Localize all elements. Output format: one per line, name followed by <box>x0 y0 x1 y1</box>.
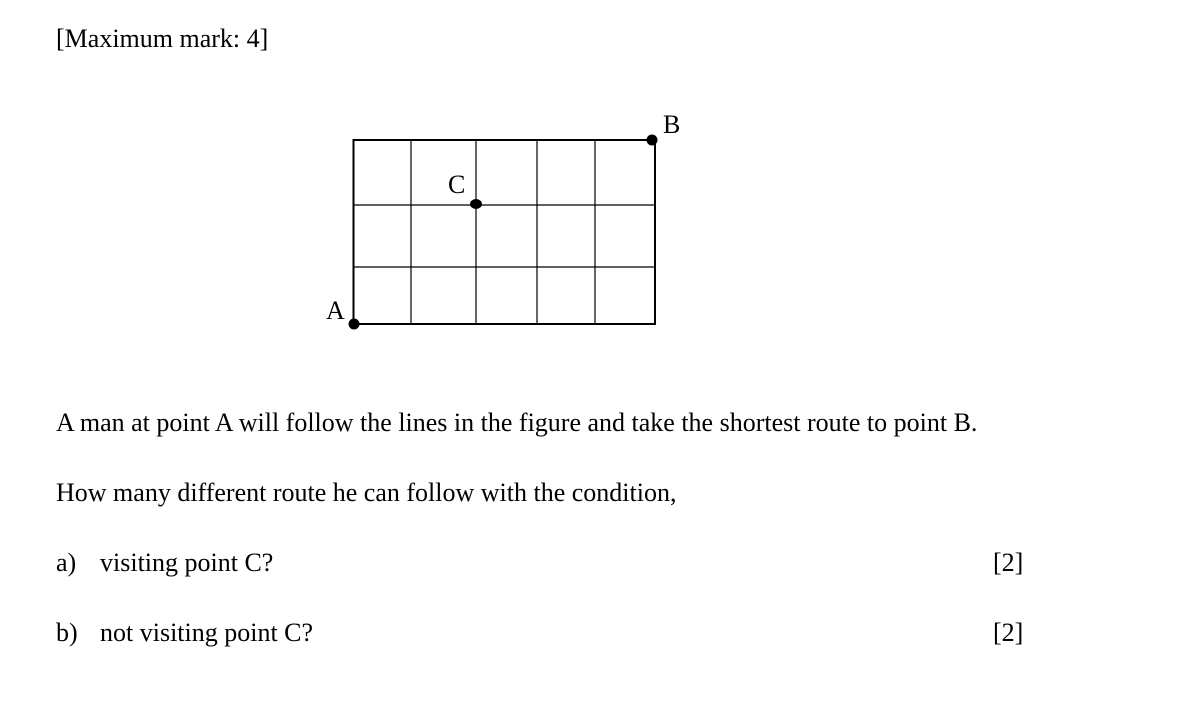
question-b-label: b) <box>56 618 78 647</box>
point-b-dot <box>647 135 658 146</box>
grid-inner-lines <box>353 140 655 324</box>
point-a-dot <box>349 319 360 330</box>
point-a-label: A <box>326 296 345 325</box>
question-b-text: not visiting point C? <box>100 618 314 647</box>
question-a-label: a) <box>56 548 77 577</box>
point-c-label: C <box>448 170 466 199</box>
question-b-marks: [2] <box>993 618 1024 647</box>
question-prompt: How many different route he can follow with the condition, <box>56 478 677 507</box>
point-b-label: B <box>663 110 681 139</box>
problem-statement: A man at point A will follow the lines in the figure and take the shortest route to point B. <box>56 408 978 437</box>
max-mark-header: [Maximum mark: 4] <box>56 24 269 53</box>
point-c-dot <box>470 199 482 209</box>
question-a-marks: [2] <box>993 548 1024 577</box>
grid-outer-rect <box>354 140 656 324</box>
question-a-text: visiting point C? <box>100 548 274 577</box>
